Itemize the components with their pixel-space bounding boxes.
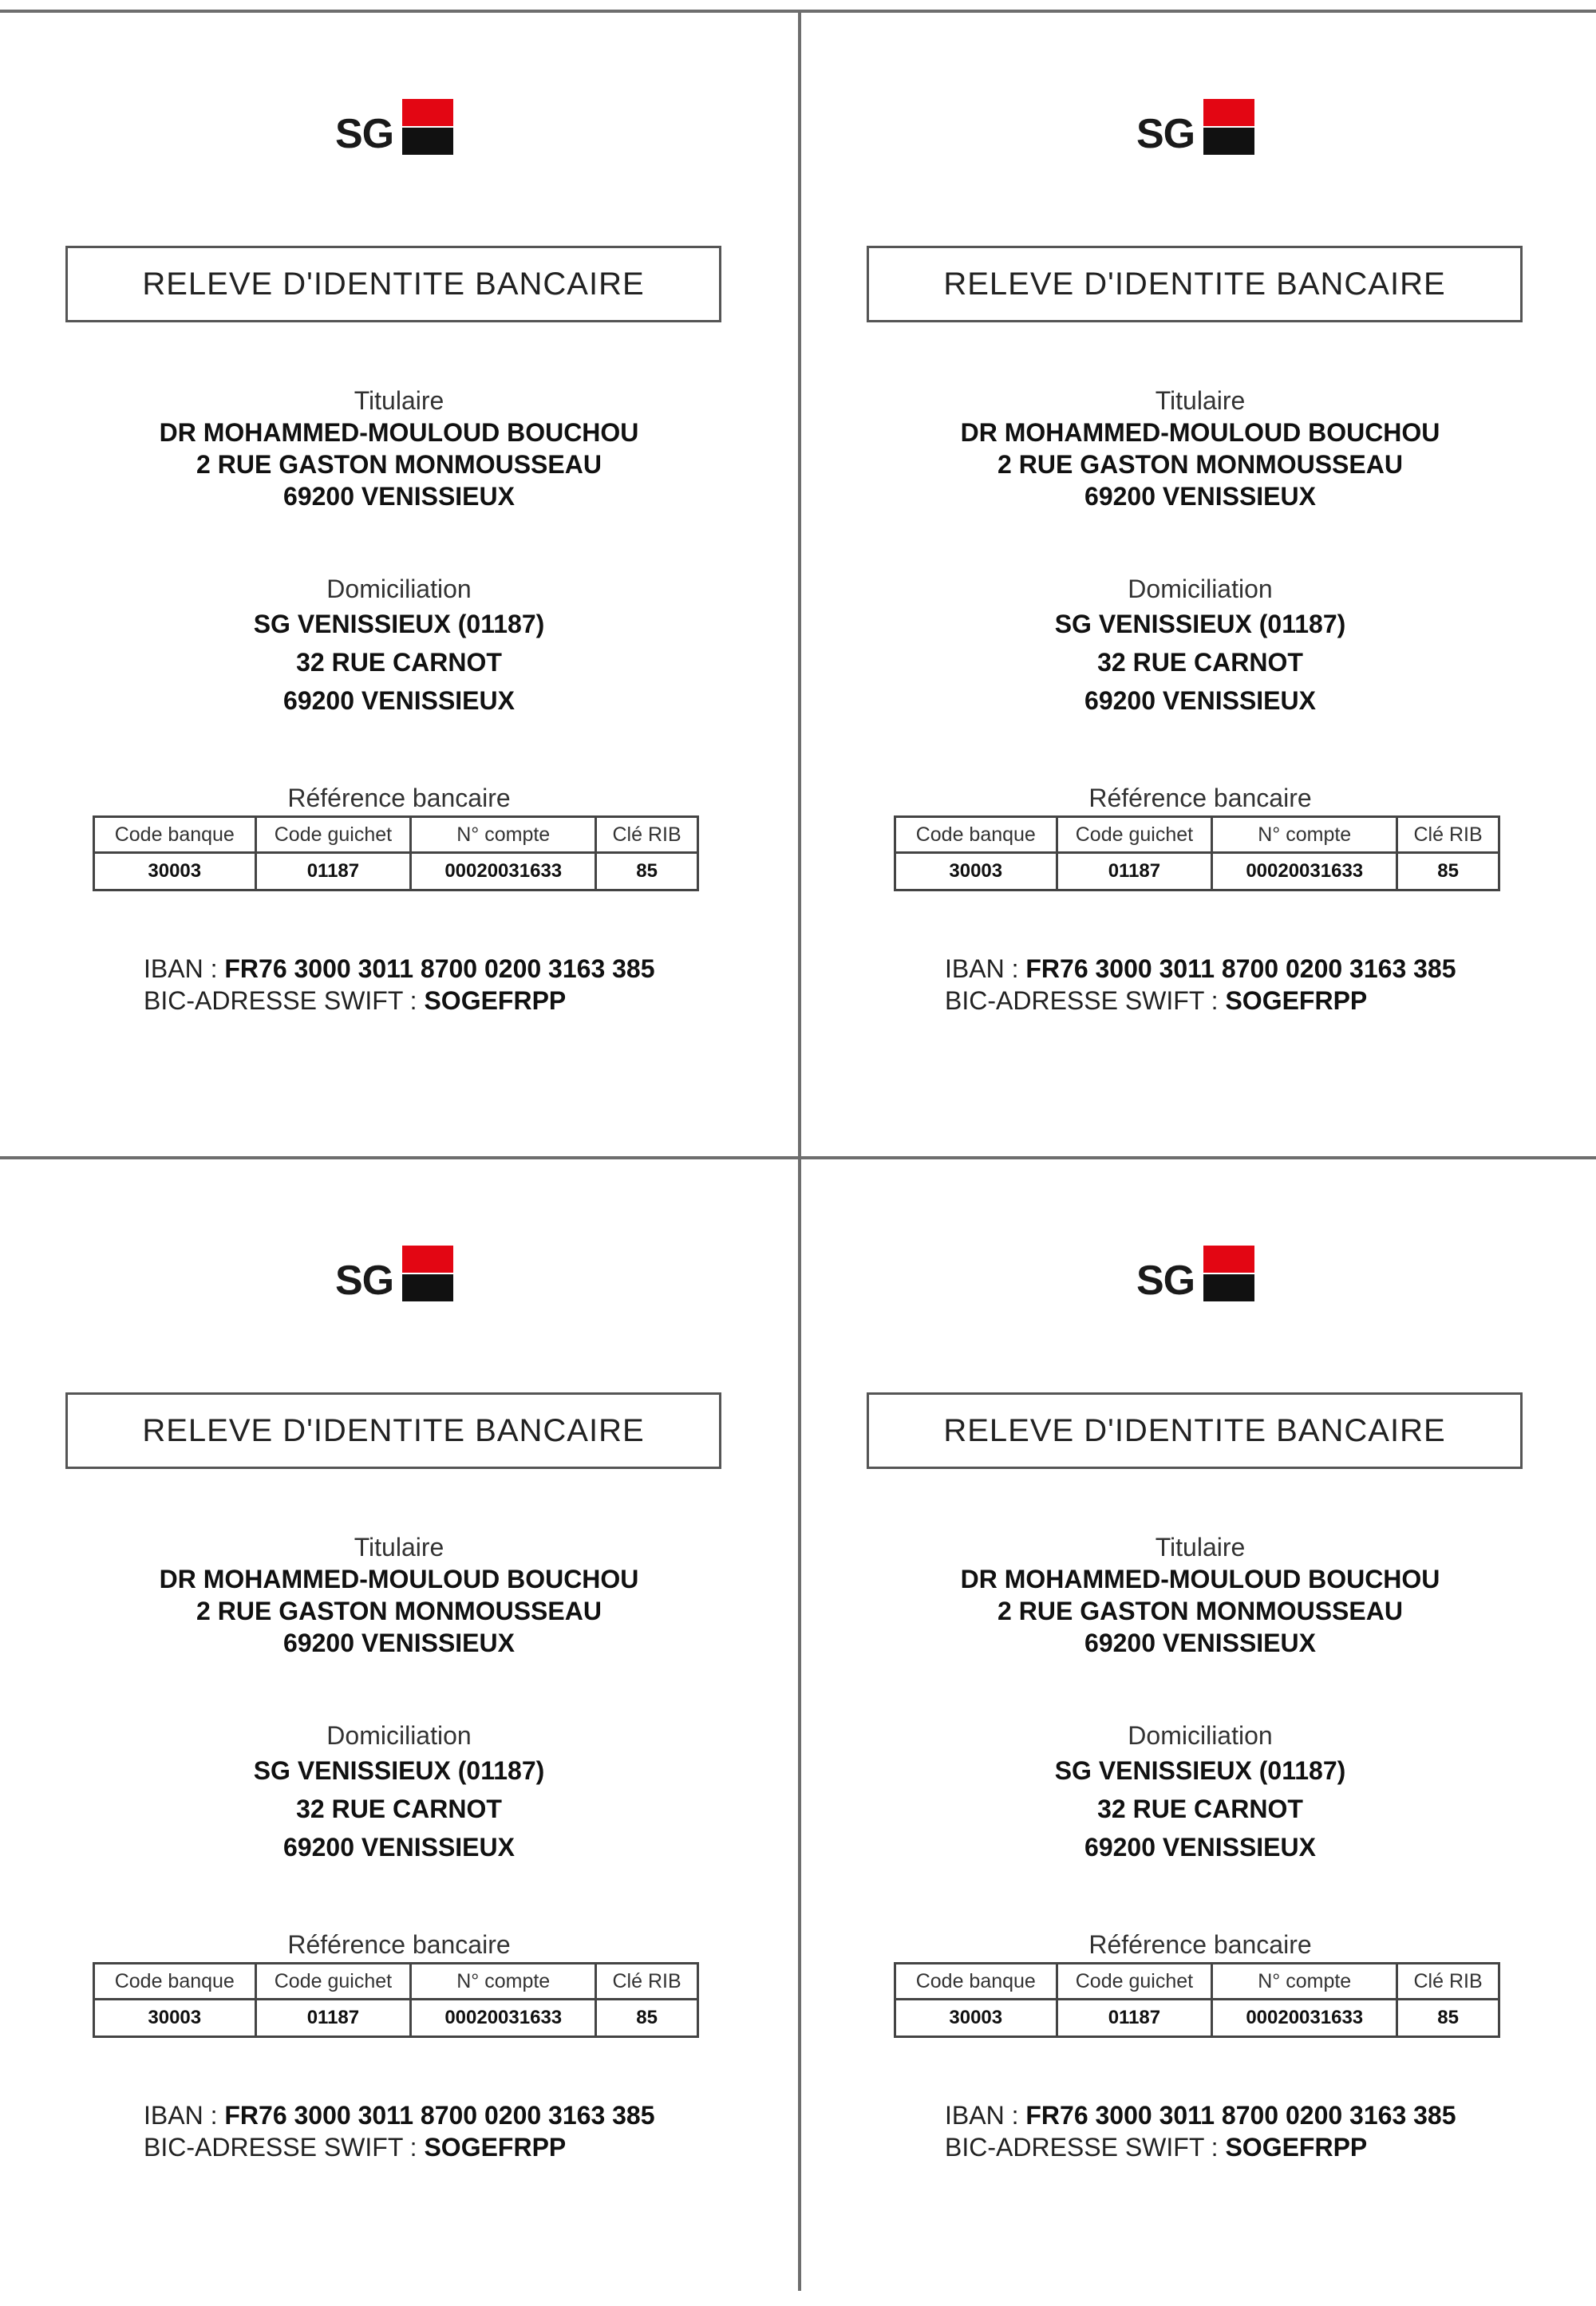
holder-name: DR MOHAMMED-MOULOUD BOUCHOU xyxy=(159,1565,639,1593)
bic-value: SOGEFRPP xyxy=(424,2133,567,2162)
table-header-row xyxy=(895,1964,1499,2000)
domiciliation-block xyxy=(801,1720,1596,1866)
table-header-row xyxy=(895,817,1499,853)
logo-black-square-icon xyxy=(402,128,453,155)
rib-card-1 xyxy=(0,13,798,1159)
header-cle-rib: Clé RIB xyxy=(596,817,698,853)
title-box xyxy=(867,1392,1523,1469)
holder-name: DR MOHAMMED-MOULOUD BOUCHOU xyxy=(960,1565,1440,1593)
holder-block xyxy=(801,385,1596,512)
sg-logo xyxy=(1136,1246,1256,1303)
reference-block xyxy=(0,1929,798,1960)
rib-card-4 xyxy=(801,1159,1596,2306)
titulaire-label: Titulaire xyxy=(354,1533,444,1562)
titulaire-label: Titulaire xyxy=(1155,386,1246,415)
bic-line xyxy=(144,2131,566,2163)
value-numero-compte: 00020031633 xyxy=(411,2000,596,2037)
iban-label: IBAN : xyxy=(945,954,1026,983)
iban-line xyxy=(945,953,1456,985)
document-title: RELEVE D'IDENTITE BANCAIRE xyxy=(943,1412,1446,1448)
bic-label: BIC-ADRESSE SWIFT : xyxy=(945,2133,1226,2162)
branch-address-line1: 32 RUE CARNOT xyxy=(1097,648,1303,677)
branch-address-line1: 32 RUE CARNOT xyxy=(296,648,502,677)
holder-name: DR MOHAMMED-MOULOUD BOUCHOU xyxy=(159,418,639,447)
reference-label: Référence bancaire xyxy=(1088,784,1312,812)
table-row xyxy=(94,853,698,890)
reference-label: Référence bancaire xyxy=(287,1930,511,1959)
sg-logo xyxy=(335,99,455,156)
table-row xyxy=(895,853,1499,890)
bic-label: BIC-ADRESSE SWIFT : xyxy=(144,986,425,1015)
table-row xyxy=(94,2000,698,2037)
title-box xyxy=(65,246,721,322)
domiciliation-label: Domiciliation xyxy=(326,575,472,603)
branch-name: SG VENISSIEUX (01187) xyxy=(1054,610,1346,638)
holder-address-line2: 69200 VENISSIEUX xyxy=(1084,1629,1316,1657)
header-code-guichet: Code guichet xyxy=(255,817,411,853)
iban-label: IBAN : xyxy=(144,2101,225,2130)
iban-label: IBAN : xyxy=(144,954,225,983)
logo-text: SG xyxy=(335,111,394,157)
domiciliation-block xyxy=(0,573,798,720)
document-title: RELEVE D'IDENTITE BANCAIRE xyxy=(943,266,1446,302)
iban-value: FR76 3000 3011 8700 0200 3163 385 xyxy=(224,2101,655,2130)
header-cle-rib: Clé RIB xyxy=(596,1964,698,2000)
holder-block xyxy=(0,1531,798,1659)
value-code-banque: 30003 xyxy=(895,853,1057,890)
branch-address-line2: 69200 VENISSIEUX xyxy=(1084,686,1316,715)
domiciliation-label: Domiciliation xyxy=(1128,1721,1273,1750)
branch-address-line2: 69200 VENISSIEUX xyxy=(1084,1833,1316,1862)
value-code-guichet: 01187 xyxy=(1057,2000,1212,2037)
header-code-guichet: Code guichet xyxy=(1057,1964,1212,2000)
bank-reference-table xyxy=(894,1962,1500,2038)
header-cle-rib: Clé RIB xyxy=(1397,817,1499,853)
sg-logo xyxy=(1136,99,1256,156)
header-numero-compte: N° compte xyxy=(411,817,596,853)
header-numero-compte: N° compte xyxy=(411,1964,596,2000)
logo-red-square-icon xyxy=(1203,99,1254,126)
domiciliation-label: Domiciliation xyxy=(1128,575,1273,603)
title-box xyxy=(65,1392,721,1469)
iban-value: FR76 3000 3011 8700 0200 3163 385 xyxy=(1025,2101,1456,2130)
logo-black-square-icon xyxy=(1203,1274,1254,1301)
value-code-guichet: 01187 xyxy=(1057,853,1212,890)
bic-label: BIC-ADRESSE SWIFT : xyxy=(144,2133,425,2162)
branch-name: SG VENISSIEUX (01187) xyxy=(253,610,545,638)
reference-block xyxy=(0,782,798,814)
header-code-banque: Code banque xyxy=(895,817,1057,853)
holder-block xyxy=(801,1531,1596,1659)
holder-name: DR MOHAMMED-MOULOUD BOUCHOU xyxy=(960,418,1440,447)
branch-address-line2: 69200 VENISSIEUX xyxy=(283,1833,515,1862)
branch-address-line2: 69200 VENISSIEUX xyxy=(283,686,515,715)
rib-card-3 xyxy=(0,1159,798,2306)
sg-logo xyxy=(335,1246,455,1303)
holder-address-line1: 2 RUE GASTON MONMOUSSEAU xyxy=(998,1597,1403,1625)
logo-black-square-icon xyxy=(402,1274,453,1301)
bic-label: BIC-ADRESSE SWIFT : xyxy=(945,986,1226,1015)
value-numero-compte: 00020031633 xyxy=(411,853,596,890)
logo-text: SG xyxy=(1136,111,1195,157)
reference-block xyxy=(801,782,1596,814)
table-header-row xyxy=(94,1964,698,2000)
holder-block xyxy=(0,385,798,512)
reference-label: Référence bancaire xyxy=(287,784,511,812)
bic-line xyxy=(945,985,1367,1017)
iban-value: FR76 3000 3011 8700 0200 3163 385 xyxy=(1025,954,1456,983)
branch-address-line1: 32 RUE CARNOT xyxy=(296,1795,502,1823)
domiciliation-label: Domiciliation xyxy=(326,1721,472,1750)
value-code-banque: 30003 xyxy=(895,2000,1057,2037)
value-numero-compte: 00020031633 xyxy=(1212,853,1397,890)
header-numero-compte: N° compte xyxy=(1212,1964,1397,2000)
value-code-banque: 30003 xyxy=(94,853,256,890)
domiciliation-block xyxy=(0,1720,798,1866)
holder-address-line2: 69200 VENISSIEUX xyxy=(1084,482,1316,511)
logo-red-square-icon xyxy=(1203,1246,1254,1273)
iban-line xyxy=(144,953,655,985)
bic-line xyxy=(144,985,566,1017)
bank-reference-table xyxy=(93,1962,699,2038)
holder-address-line2: 69200 VENISSIEUX xyxy=(283,482,515,511)
document-title: RELEVE D'IDENTITE BANCAIRE xyxy=(142,266,645,302)
value-cle-rib: 85 xyxy=(1397,2000,1499,2037)
value-code-banque: 30003 xyxy=(94,2000,256,2037)
holder-address-line2: 69200 VENISSIEUX xyxy=(283,1629,515,1657)
domiciliation-block xyxy=(801,573,1596,720)
holder-address-line1: 2 RUE GASTON MONMOUSSEAU xyxy=(998,450,1403,479)
branch-address-line1: 32 RUE CARNOT xyxy=(1097,1795,1303,1823)
header-code-banque: Code banque xyxy=(94,1964,256,2000)
title-box xyxy=(867,246,1523,322)
titulaire-label: Titulaire xyxy=(354,386,444,415)
titulaire-label: Titulaire xyxy=(1155,1533,1246,1562)
iban-label: IBAN : xyxy=(945,2101,1026,2130)
value-code-guichet: 01187 xyxy=(255,2000,411,2037)
branch-name: SG VENISSIEUX (01187) xyxy=(1054,1756,1346,1785)
header-cle-rib: Clé RIB xyxy=(1397,1964,1499,2000)
reference-block xyxy=(801,1929,1596,1960)
logo-red-square-icon xyxy=(402,99,453,126)
logo-black-square-icon xyxy=(1203,128,1254,155)
value-cle-rib: 85 xyxy=(596,2000,698,2037)
bic-value: SOGEFRPP xyxy=(1225,986,1368,1015)
value-code-guichet: 01187 xyxy=(255,853,411,890)
value-cle-rib: 85 xyxy=(596,853,698,890)
header-numero-compte: N° compte xyxy=(1212,817,1397,853)
header-code-guichet: Code guichet xyxy=(1057,817,1212,853)
bic-line xyxy=(945,2131,1367,2163)
document-title: RELEVE D'IDENTITE BANCAIRE xyxy=(142,1412,645,1448)
holder-address-line1: 2 RUE GASTON MONMOUSSEAU xyxy=(196,1597,602,1625)
value-numero-compte: 00020031633 xyxy=(1212,2000,1397,2037)
bank-reference-table xyxy=(93,815,699,891)
header-code-guichet: Code guichet xyxy=(255,1964,411,2000)
header-code-banque: Code banque xyxy=(895,1964,1057,2000)
iban-line xyxy=(945,2099,1456,2131)
branch-name: SG VENISSIEUX (01187) xyxy=(253,1756,545,1785)
table-row xyxy=(895,2000,1499,2037)
header-code-banque: Code banque xyxy=(94,817,256,853)
value-cle-rib: 85 xyxy=(1397,853,1499,890)
bic-value: SOGEFRPP xyxy=(1225,2133,1368,2162)
rib-card-2 xyxy=(801,13,1596,1159)
iban-line xyxy=(144,2099,655,2131)
holder-address-line1: 2 RUE GASTON MONMOUSSEAU xyxy=(196,450,602,479)
logo-text: SG xyxy=(1136,1258,1195,1304)
reference-label: Référence bancaire xyxy=(1088,1930,1312,1959)
table-header-row xyxy=(94,817,698,853)
logo-text: SG xyxy=(335,1258,394,1304)
bank-reference-table xyxy=(894,815,1500,891)
logo-red-square-icon xyxy=(402,1246,453,1273)
bic-value: SOGEFRPP xyxy=(424,986,567,1015)
iban-value: FR76 3000 3011 8700 0200 3163 385 xyxy=(224,954,655,983)
